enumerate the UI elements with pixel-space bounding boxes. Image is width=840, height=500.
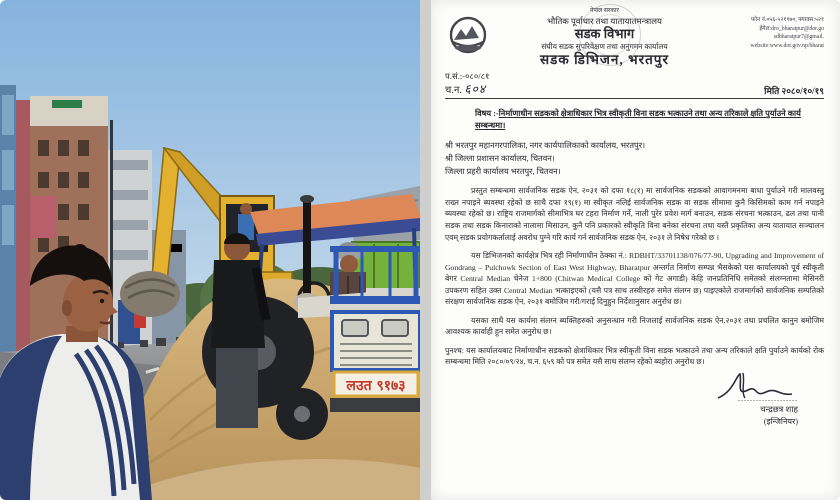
phone-line: फोन नं.०५६-५२१९७०, फ्याक्स:५२१ <box>751 17 824 23</box>
signatory-name: चन्द्रछत्र शाह <box>760 404 798 414</box>
division-line: सडक डिभिजन, भरतपुर <box>540 51 669 67</box>
office-line: संघीय सडक सुपरिवेक्षण तथा अनुगमन कार्यालय <box>541 42 668 52</box>
department-line: सडक विभाग <box>574 26 635 42</box>
nepal-emblem-icon <box>445 8 497 65</box>
ministry-line: भौतिक पूर्वाधार तथा यातायातमन्त्रालय <box>547 15 662 26</box>
subject-label: विषय :- <box>475 109 499 119</box>
addressee-2: श्री जिल्ला प्रशासन कार्यालय, चितवन। <box>445 153 555 163</box>
signature-dots: .................... <box>738 394 798 403</box>
contact-block <box>712 8 824 51</box>
header-rule <box>445 98 824 99</box>
email-line-2: sdbharatpur7@gmail. <box>773 34 824 41</box>
letter-page <box>431 0 840 500</box>
govt-line: नेपाल सरकार <box>590 8 619 14</box>
paragraph-1: प्रस्तुत सम्बन्धमा सार्वजनिक सडक ऐन, २०३१ को दफा १८(१) मा सार्वजनिक सडकको आवागमनमा बाधा पुर्याउने गरी मालवस्तु राख्न नपाइने ब्यवस्था रहेको छ साथै दफा १९(१) मा स्वीकृत नलिई सार्वजनिक सडक वा सडक सीमामा कुनै किसिमको काम गर्न नपाइने ब्यवस्था रहेको छ। राष्ट्रिय राजमार्गको सीमाभित्र घर टहरा निर्माण गर्ने, नाली पुरेर प्रवेश मार्ग बनाउन, सडक संरचना भत्काउन, ढल तथा पानी सडक तथा सडक किनाराको नालामा मिसाउन, कुनै पनि प्रकारको स्वीकृति विना बनेका संरचना तथा यस्तै प्रकृतिका अन्य यातायात सञ्चालन एवम् सडक प्रयोगकर्तालाई अवरोध पुग्ने गरि कार्य गर्न सार्वजनिक सडक ऐन, २०३१ ले निषेध गरेको छ । <box>445 186 824 242</box>
email-line: ईमेल:dro_bharatpur@dor.go <box>759 25 824 32</box>
website-line: website:www.dor.gov.np/bharat <box>750 43 824 50</box>
addressee-1: श्री भरतपुर महानगरपालिका, नगर कार्यपालिकाको कार्यालय, भरतपुर। <box>445 141 646 151</box>
reference-row <box>445 71 824 98</box>
signatory-title: (इन्जिनियर) <box>763 417 798 426</box>
signature-block <box>445 372 824 427</box>
letter-scan <box>420 0 840 500</box>
bystander <box>211 233 266 428</box>
tractor-plate-text: लउत ९१७३ <box>346 378 406 394</box>
dispatch-number-handwritten: ६०४ <box>464 81 487 96</box>
signature-scrawl <box>688 372 798 402</box>
addressee-3: जिल्ला प्रहरी कार्यालय भरतपुर, चितवन। <box>445 166 561 176</box>
subject-line <box>445 108 824 131</box>
dispatch-label: च.न. <box>445 84 462 96</box>
paragraph-2: यस डिभिजनको कार्यक्षेत्र भित्र रही निर्माणाधीन ठेक्का नं.: RDBHT/33701138/076/77-90, Upgrading and Improvement of Gondrang – Pulchowk Section of East West Highway, Bharatpur अन्तर्गत निर्माण सम्पन्न भैसकेको यस कार्यालयको पूर्व स्वीकृती बेगर Central Median चेनेज 1+800 (Chitwan Medical College को गेट अगाडी) केहि जनप्रतिनिधि समेतको संलग्नतामा मेसिनरी उपकरण सहित उक्त Central Median भत्काइएको (यसै पत्र साथ तस्वीरहरु समेत संलग्न छ) पाइएकोले राजमार्गको सार्वजनिक सम्पतिको संरक्षण सार्वजनिक सडक ऐन, २०३१ बमोजिम गरी/गराई दिनुहुन निर्देशानुसार अनुरोध छ। <box>445 251 824 307</box>
ref-number: प.सं.:-०८०/८१ <box>445 70 490 81</box>
addressees <box>445 140 824 178</box>
exhaust-pipe <box>303 200 311 300</box>
letterhead <box>445 8 824 69</box>
paragraph-3: यसका साथै यस कार्यमा संलग्न ब्यक्तिहरुको अनुसन्धान गरी निजलाई सार्वजनिक सडक ऐन,२०३१ तथा प्रचलित कानुन बमोजिम आवश्यक कार्वाही हुन समेत अनुरोध छ। <box>445 315 824 337</box>
paragraph-postscript: पुनश्च: यस कार्यालयबाट निर्माणाधीन सडकको क्षेत्राधिकार भित्र स्वीकृती विना सडक भत्काउने तथा अन्य तरिकाले क्षति पुर्याउने कार्यको रोक सम्बन्धमा मिति २०८०/०९/२४, च.न. ६५९ को पत्र समेत यसै साथ संलग्न रहेको ब्यहोरा अनुरोध छ। <box>445 345 824 367</box>
subject-text: निर्माणाधीन सडकको क्षेत्राधिकार भित्र स्वीकृती विना सडक भत्काउने तथा अन्य तरिकाले क्षति पुर्याउने कार्य सम्बन्धमा। <box>475 109 801 130</box>
letter-date: मिति २०८०/१०/१९ <box>764 86 824 97</box>
